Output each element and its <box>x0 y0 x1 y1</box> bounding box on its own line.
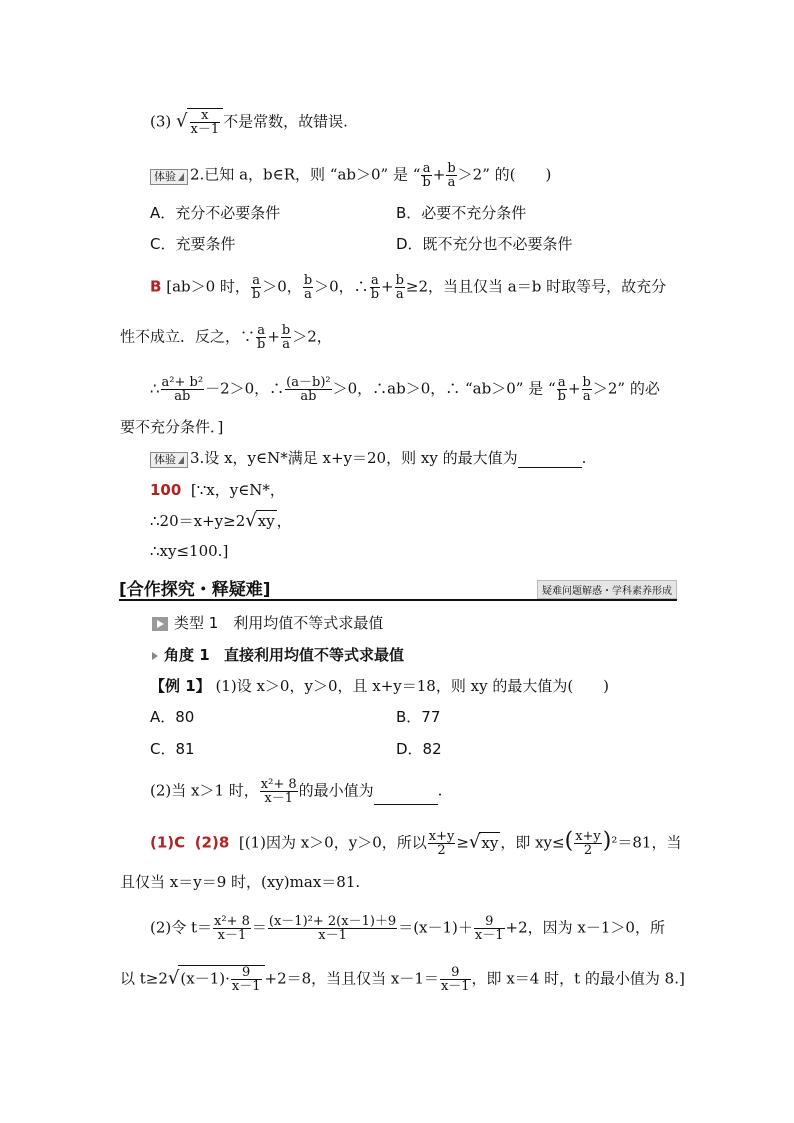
answer-blank <box>518 453 582 468</box>
section-header <box>119 575 677 601</box>
angle-1-heading: 角度 1 直接利用均值不等式求最值 <box>152 645 404 665</box>
solution-line-2: 且仅当 x＝y＝9 时，(xy)max＝81. <box>120 873 361 891</box>
experience-badge: 体验 <box>150 452 188 468</box>
ex1-option-b: B．77 <box>396 708 441 726</box>
answer-2-line-3: ∴ $\frac{\text{a²+ b²}}{ab}$ －2＞0，∴ $\frac{\text{(a－b)²}}{ab}$ ＞0，∴ab＞0，∴ “ab＞0” 是 “ $\frac{a}{b}$ + $\frac{b}{a}$ ＞2” 的必 <box>150 375 660 404</box>
option-c: C．充要条件 <box>150 235 236 253</box>
solution-line-1: (1)C (2)8 [(1)因为 x＞0，y＞0，所以 $\frac{x+y}{2}$ ≥√xy ，即 xy≤( $\frac{x+y}{2}$ )²＝81，当 <box>150 828 682 858</box>
item-number: (3) <box>150 112 172 131</box>
answer-letter: B <box>150 277 162 296</box>
answer-2-line-4: 要不充分条件．] <box>120 418 224 436</box>
triangle-right-icon <box>152 652 158 660</box>
sqrt-symbol: √ <box>176 110 188 132</box>
answer-3-line-1: 100 [∵x，y∈N*， <box>150 481 285 499</box>
answer-value: 100 <box>150 481 182 499</box>
answer-2-line-1: B [ab＞0 时， $\frac{a}{b}$ ＞0， $\frac{b}{a}$ ＞0，∴ $\frac{a}{b}$ + $\frac{b}{a}$ ≥2，当且仅当 a＝b 时取等号，故充分 <box>150 273 667 302</box>
solution-line-3: (2)令 t＝ $\frac{\text{x²+ 8}}{x-1}$ ＝ $\frac{\text{(x－1)²+ 2(x－1)＋9}}{x-1}$ ＝(x－1)＋ $\frac{9}{x-1}$ +2，因为 x－1＞0，所 <box>150 914 665 943</box>
sqrt-body: $\frac{x}{x-1}$ <box>187 108 224 136</box>
answer-blank <box>374 790 438 805</box>
example-1: 【例 1】 (1)设 x＞0，y＞0，且 x+y＝18，则 xy 的最大值为( ) <box>150 677 610 695</box>
sqrt-symbol: √ <box>167 967 180 989</box>
play-icon <box>152 617 168 631</box>
ex1-option-a: A．80 <box>150 708 195 726</box>
answer-3-line-3: ∴xy≤100.] <box>150 542 229 560</box>
ex1-option-c: C．81 <box>150 740 195 758</box>
sqrt-symbol: √ <box>468 831 481 853</box>
question-3: 体验 3.设 x，y∈N*满足 x+y＝20，则 xy 的最大值为 . <box>150 448 586 468</box>
ex1-option-d: D．82 <box>396 740 442 758</box>
question-2: 体验 2.已知 a，b∈R，则 “ab＞0” 是 “ $\frac{a}{b}$ + $\frac{b}{a}$ ＞2” 的( ) <box>150 162 551 189</box>
option-a: A．充分不必要条件 <box>150 204 281 222</box>
option-b: B．必要不充分条件 <box>396 204 527 222</box>
section-tag: 疑难问题解惑・学科素养形成 <box>537 580 677 599</box>
answer-3-line-2: ∴20＝x+y≥2√xy ， <box>150 510 292 531</box>
answer-2-line-2: 性不成立．反之，∵ $\frac{a}{b}$ + $\frac{b}{a}$ ＞2， <box>120 323 332 352</box>
section-title: [合作探究・释疑难] <box>119 580 271 600</box>
badge-triangle-icon <box>178 173 184 181</box>
experience-badge: 体验 <box>150 169 188 185</box>
option-d: D．既不充分也不必要条件 <box>396 235 573 253</box>
solution-line-4: 以 t≥2√(x－1)· $\frac{9}{x-1}$ +2＝8，当且仅当 x－1＝ $\frac{9}{x-1}$ ，即 x＝4 时，t 的最小值为 8.] <box>120 965 685 994</box>
badge-triangle-icon <box>178 456 184 464</box>
example-1-part-2: (2)当 x＞1 时， $\frac{\text{x²+ 8}}{x-1}$ 的最小值为 . <box>150 777 443 806</box>
sqrt-symbol: √ <box>245 510 257 531</box>
line-3-not-constant: (3) √ $\frac{x}{x-1}$ 不是常数，故错误. <box>150 108 348 137</box>
type-1-heading: 类型 1 利用均值不等式求最值 <box>152 613 383 633</box>
